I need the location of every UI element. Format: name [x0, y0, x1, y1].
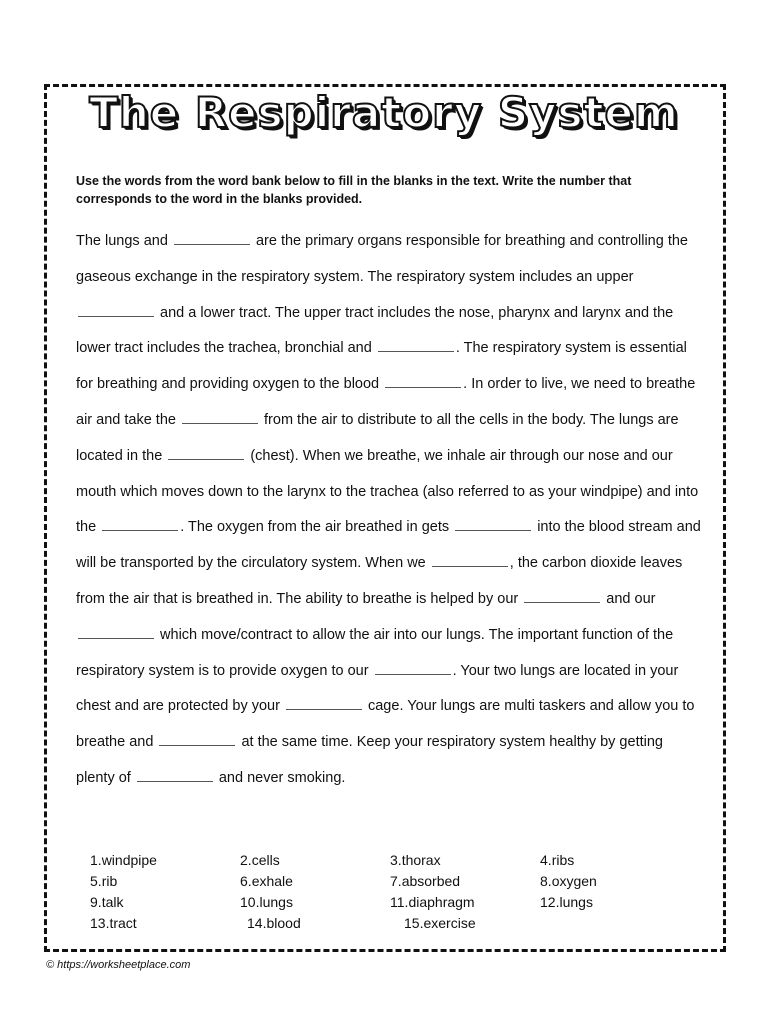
word-bank-item	[90, 871, 240, 892]
word-bank-number: 10.	[240, 894, 260, 910]
word-bank-number: 11.	[390, 894, 409, 910]
answer-blank[interactable]	[182, 409, 258, 424]
word-bank-item	[540, 850, 690, 871]
word-bank-word: cells	[251, 852, 280, 868]
word-bank-word: exhale	[251, 873, 293, 889]
passage-segment: , the carbon dioxide leaves from the air that is breathed in. The ability to breathe is helped by our	[76, 555, 683, 607]
passage-segment: at the same time. Keep your respiratory system healthy by getting plenty of	[76, 734, 663, 786]
passage-segment: . The oxygen from the air breathed in gets	[180, 519, 454, 536]
word-bank-word: absorbed	[401, 873, 461, 889]
word-bank-item	[90, 892, 240, 913]
word-bank-word: windpipe	[101, 852, 157, 868]
word-bank-number: 14.	[247, 915, 267, 931]
word-bank-number: 2.	[240, 852, 252, 868]
word-bank-word: exercise	[423, 915, 476, 931]
passage-segment: into the blood stream and will be transported by the circulatory system. When we	[76, 519, 701, 572]
answer-blank[interactable]	[174, 230, 250, 245]
word-bank-number: 5.	[90, 873, 102, 889]
word-bank-word: tract	[109, 915, 137, 931]
word-bank-number: 12.	[540, 894, 560, 910]
word-bank-item	[240, 892, 390, 913]
word-bank-number: 8.	[540, 873, 552, 889]
word-bank-word: rib	[101, 873, 118, 889]
answer-blank[interactable]	[432, 552, 508, 567]
word-bank-number: 13.	[90, 915, 110, 931]
answer-blank[interactable]	[286, 695, 362, 710]
word-bank-item	[404, 913, 561, 934]
word-bank-row	[90, 913, 690, 934]
word-bank-item	[90, 850, 240, 871]
word-bank-word: lungs	[259, 894, 293, 910]
answer-blank[interactable]	[159, 731, 235, 746]
passage-segment: which move/contract to allow the air into our lungs. The important function of the respiratory system is to provide oxygen to our	[76, 626, 674, 679]
word-bank-word: oxygen	[551, 873, 597, 889]
word-bank-number: 6.	[240, 873, 252, 889]
answer-blank[interactable]	[102, 516, 178, 531]
passage-segment: and never smoking.	[214, 769, 346, 786]
word-bank-row	[90, 850, 690, 871]
word-bank-number: 3.	[390, 852, 402, 868]
answer-blank[interactable]	[168, 445, 244, 460]
word-bank-item	[540, 871, 690, 892]
word-bank-item	[390, 892, 540, 913]
answer-blank[interactable]	[385, 373, 461, 388]
word-bank-item	[240, 871, 390, 892]
answer-blank[interactable]	[78, 624, 154, 639]
word-bank	[90, 850, 690, 934]
passage-segment: . In order to live, we need to breathe air and take the	[76, 376, 696, 428]
word-bank-item	[240, 850, 390, 871]
word-bank-row	[90, 892, 690, 913]
passage-segment: cage. Your lungs are multi taskers and allow you to breathe and	[76, 698, 695, 751]
answer-blank[interactable]	[524, 588, 600, 603]
footer-credit: © https://worksheetplace.com	[46, 959, 191, 971]
word-bank-number: 15.	[404, 915, 424, 931]
answer-blank[interactable]	[455, 516, 531, 531]
passage-segment: . Your two lungs are located in your chest and are protected by your	[76, 662, 679, 715]
passage-segment: and our	[602, 590, 656, 607]
answer-blank[interactable]	[137, 767, 213, 782]
word-bank-number: 1.	[90, 852, 102, 868]
passage-segment: and a lower tract. The upper tract includes the nose, pharynx and larynx and the lower tract includes the trachea, bronchial and	[76, 304, 674, 357]
word-bank-item	[390, 871, 540, 892]
word-bank-word: diaphragm	[408, 894, 475, 910]
word-bank-word: thorax	[401, 852, 441, 868]
word-bank-row	[90, 871, 690, 892]
passage	[76, 224, 704, 797]
passage-segment: (chest). When we breathe, we inhale air through our nose and our mouth which moves down to the larynx to the trachea (also referred to as your windpipe) and into the	[76, 447, 699, 536]
answer-blank[interactable]	[375, 660, 451, 675]
word-bank-item	[90, 913, 247, 934]
word-bank-word: lungs	[559, 894, 593, 910]
word-bank-word: blood	[266, 915, 301, 931]
answer-blank[interactable]	[78, 302, 154, 317]
page-title: The Respiratory System	[89, 88, 679, 137]
word-bank-number: 9.	[90, 894, 102, 910]
word-bank-word: talk	[101, 894, 124, 910]
word-bank-word: ribs	[551, 852, 575, 868]
passage-segment: from the air to distribute to all the cells in the body. The lungs are located in the	[76, 411, 679, 464]
word-bank-item	[390, 850, 540, 871]
passage-segment: . The respiratory system is essential for breathing and providing oxygen to the blood	[76, 340, 687, 393]
word-bank-item	[247, 913, 404, 934]
answer-blank[interactable]	[378, 337, 454, 352]
word-bank-item	[540, 892, 690, 913]
passage-segment: The lungs and	[76, 233, 172, 249]
instructions: Use the words from the word bank below to fill in the blanks in the text. Write the number that corresponds to the word in the blanks provided.	[76, 174, 632, 206]
word-bank-number: 4.	[540, 852, 552, 868]
word-bank-number: 7.	[390, 873, 402, 889]
passage-segment: are the primary organs responsible for breathing and controlling the gaseous exchange in the respiratory system. The respiratory system includes an upper	[76, 233, 688, 285]
